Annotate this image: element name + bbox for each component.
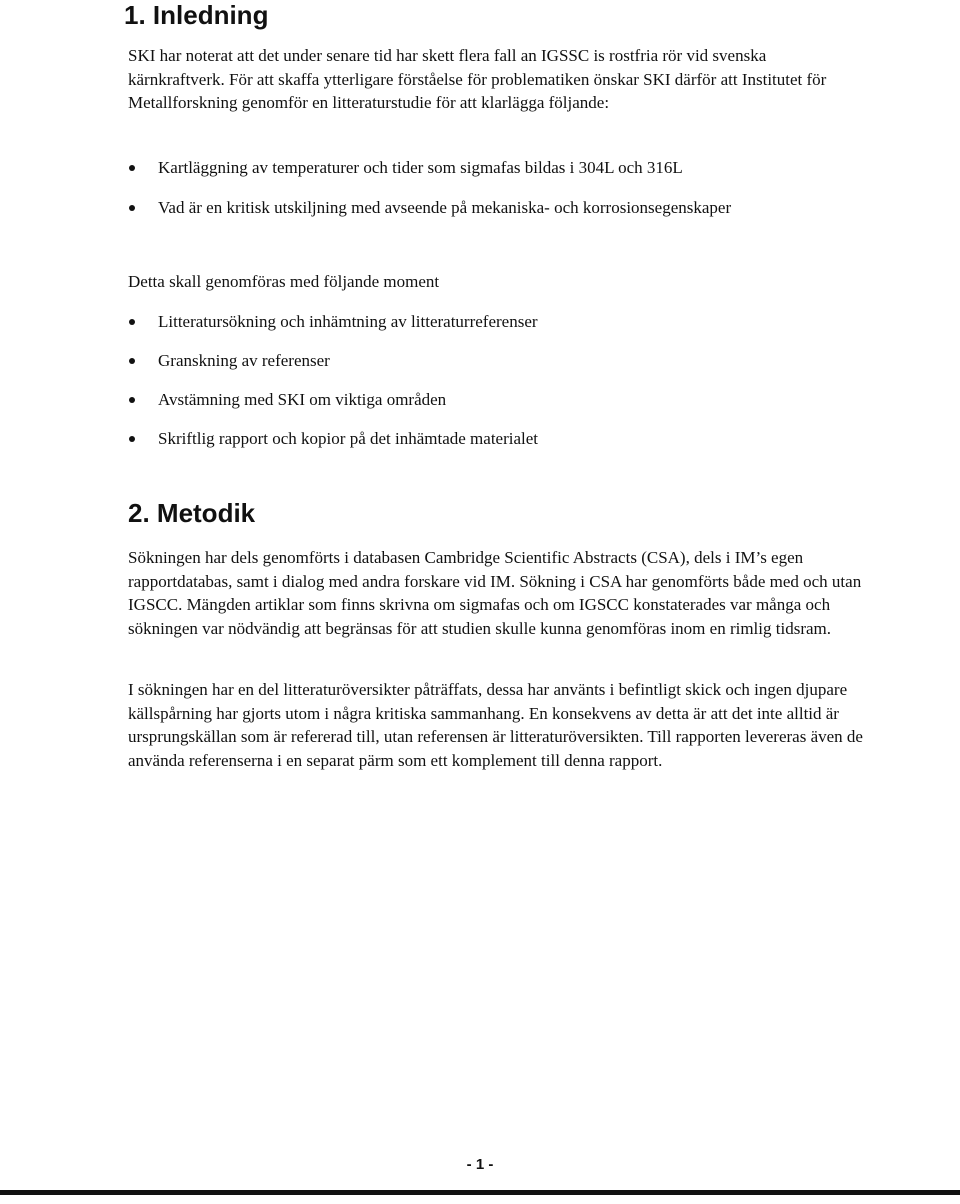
section-heading-metodik: 2. Metodik	[128, 498, 256, 528]
section-heading-inledning: 1. Inledning	[124, 0, 269, 30]
study-goals-list	[128, 156, 888, 219]
list-item: Avstämning med SKI om viktiga områden	[128, 388, 888, 411]
metodik-paragraph-2: I sökningen har en del litteraturöversikter påträffats, dessa har använts i befintligt skick och ingen djupare källspårning har gjorts utom i några kritiska sammanhang. En konsekvens av detta är att det inte alltid är ursprungskällan som är refererad till, utan referensen är litteraturöversikten. Till rapporten levereras även de använda referenserna i en separat pärm som ett komplement till denna rapport.	[128, 680, 863, 770]
footer-rule	[0, 1190, 960, 1195]
list-item: Litteratursökning och inhämtning av litteraturreferenser	[128, 310, 888, 333]
intro-paragraph: SKI har noterat att det under senare tid har skett flera fall an IGSSC is rostfria rör vid svenska kärnkraftverk. För att skaffa ytterligare förståelse för problematiken önskar SKI därför att Institutet för Metallforskning genomför en litteraturstudie för att klarlägga följande:	[128, 46, 827, 112]
list-item: Granskning av referenser	[128, 349, 888, 372]
metodik-paragraph-1: Sökningen har dels genomförts i databasen Cambridge Scientific Abstracts (CSA), dels i IM’s egen rapportdatabas, samt i dialog med andra forskare vid IM. Sökning i CSA har genomförts både med och utan IGSCC. Mängden artiklar som finns skrivna om sigmafas och om IGSCC konstaterades var många och sökningen var nödvändig att begränsas för att studien skulle kunna genomföras inom en rimlig tidsram.	[128, 548, 862, 638]
list-item: Kartläggning av temperaturer och tider som sigmafas bildas i 304L och 316L	[128, 156, 888, 179]
list-item: Skriftlig rapport och kopior på det inhämtade materialet	[128, 427, 888, 450]
list-item: Vad är en kritisk utskiljning med avseende på mekaniska- och korrosionsegenskaper	[128, 196, 888, 219]
page-number: - 1 -	[466, 1156, 494, 1173]
moment-list	[128, 310, 888, 450]
moment-intro: Detta skall genomföras med följande moment	[128, 272, 440, 291]
